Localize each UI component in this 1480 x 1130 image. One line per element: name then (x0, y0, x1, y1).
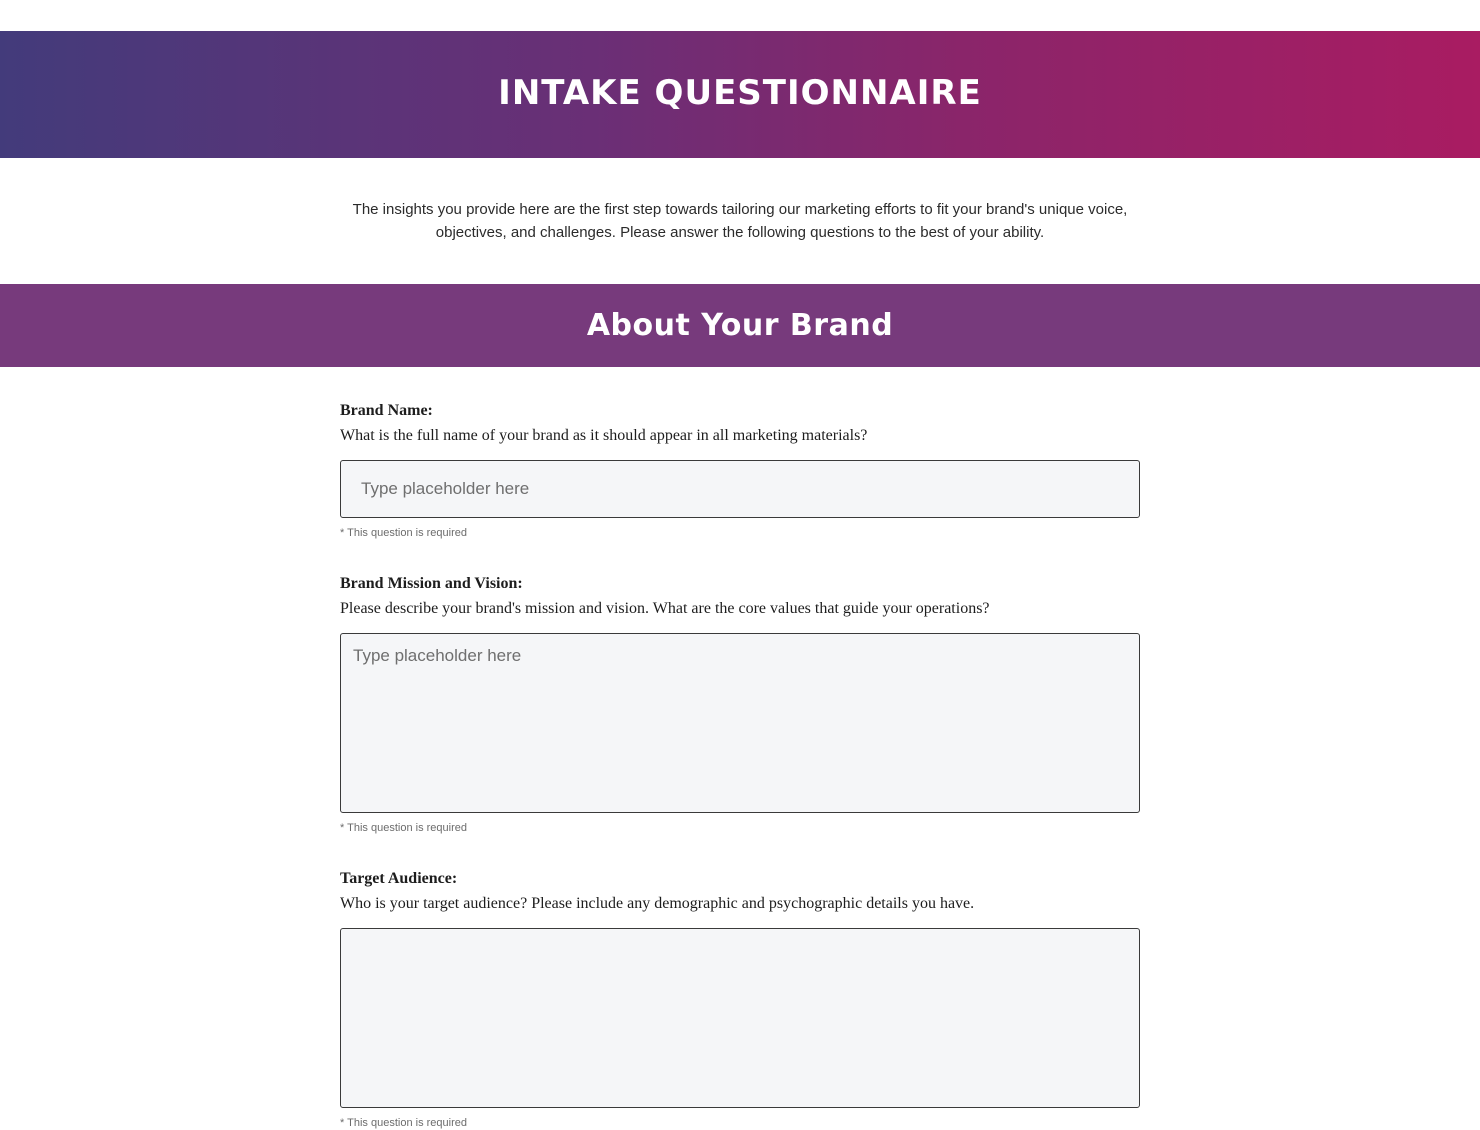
section-header (0, 284, 1480, 367)
question-label: Target Audience: (340, 870, 458, 887)
required-note: * This question is required (340, 527, 467, 539)
section-title: About Your Brand (586, 308, 894, 343)
question-label: Brand Mission and Vision: (340, 575, 523, 592)
brand-name-input[interactable] (340, 460, 1140, 518)
question-label: Brand Name: (340, 402, 433, 419)
question-target-audience (340, 869, 1140, 1130)
question-description: Who is your target audience? Please include any demographic and psychographic details you have. (340, 895, 975, 912)
question-description: Please describe your brand's mission and vision. What are the core values that guide your operations? (340, 600, 990, 617)
question-brand-mission (340, 574, 1140, 835)
question-description: What is the full name of your brand as it should appear in all marketing materials? (340, 427, 868, 444)
required-note: * This question is required (340, 822, 467, 834)
intro-text: The insights you provide here are the first step towards tailoring our marketing efforts to fit your brand's unique voice, objectives, and challenges. Please answer the following questions to the best of your ability. (352, 201, 1128, 241)
brand-mission-textarea[interactable] (340, 633, 1140, 813)
target-audience-textarea[interactable] (340, 928, 1140, 1108)
intro-section (0, 158, 1480, 284)
page-title: INTAKE QUESTIONNAIRE (498, 72, 982, 113)
question-brand-name (340, 401, 1140, 540)
required-note: * This question is required (340, 1117, 467, 1129)
page-header (0, 31, 1480, 158)
questionnaire-form (340, 367, 1140, 1130)
top-bar (0, 0, 1480, 31)
